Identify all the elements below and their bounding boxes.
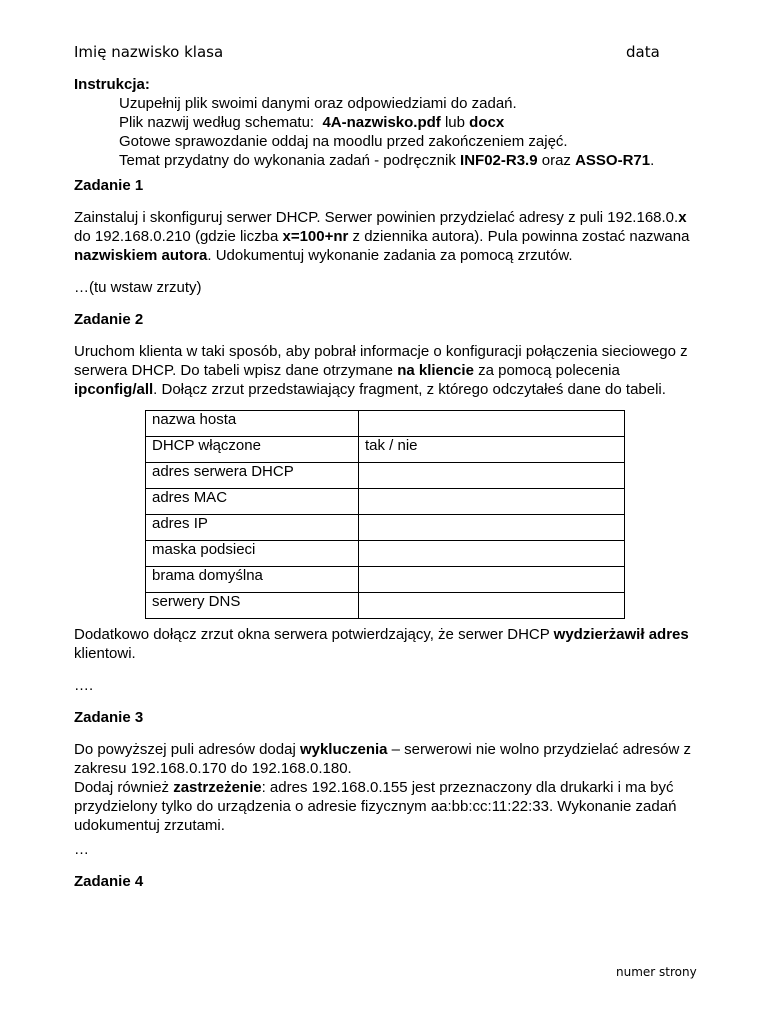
task3-placeholder: … — [74, 841, 89, 858]
header-name-class: Imię nazwisko klasa — [74, 43, 224, 61]
instructions-title: Instrukcja: — [74, 76, 150, 93]
table-row — [146, 437, 625, 463]
task2-description: Uruchom klienta w taki sposób, aby pobrał informacje o konfiguracji połączenia sieciowego z serwera DHCP. Do tabeli wpisz dane otrzymane na kliencie za pomocą polecenia ipconfig/all. Dołącz zrzut przedstawiający fragment, z którego odczytałeś dane do tabeli. — [74, 343, 688, 398]
page-number: numer strony — [616, 965, 697, 979]
table-row — [146, 567, 625, 593]
task1-description: Zainstaluj i skonfiguruj serwer DHCP. Serwer powinien przydzielać adresy z puli 192.168.0.x do 192.168.0.210 (gdzie liczba x=100+nr z dziennika autora). Pula powinna zostać nazwana nazwiskiem autora. Udokumentuj wykonanie zadania za pomocą zrzutów. — [74, 209, 690, 264]
task4-title: Zadanie 4 — [74, 873, 144, 890]
task2-placeholder: …. — [74, 677, 94, 694]
table-label: DHCP włączone — [146, 437, 359, 463]
table-label: serwery DNS — [146, 593, 359, 619]
table-label: adres MAC — [146, 489, 359, 515]
table-row — [146, 489, 625, 515]
task2-title: Zadanie 2 — [74, 311, 144, 328]
table-label: adres IP — [146, 515, 359, 541]
table-value[interactable] — [359, 515, 625, 541]
table-value[interactable] — [359, 567, 625, 593]
instruction-line: Plik nazwij według schematu: 4A-nazwisko.pdf lub docx — [119, 114, 505, 131]
table-value[interactable] — [359, 463, 625, 489]
task2-additional: Dodatkowo dołącz zrzut okna serwera potwierdzający, że serwer DHCP wydzierżawił adres klientowi. — [74, 626, 689, 662]
table-row — [146, 541, 625, 567]
header-date: data — [626, 43, 660, 61]
instructions-list — [74, 94, 699, 170]
table-row — [146, 515, 625, 541]
task1-title: Zadanie 1 — [74, 177, 144, 194]
document-body — [74, 75, 699, 891]
table-label: brama domyślna — [146, 567, 359, 593]
table-label: nazwa hosta — [146, 411, 359, 437]
table-value[interactable] — [359, 593, 625, 619]
table-value[interactable] — [359, 411, 625, 437]
task3-title: Zadanie 3 — [74, 709, 144, 726]
table-row — [146, 411, 625, 437]
network-info-table — [145, 410, 625, 619]
instruction-line: Uzupełnij plik swoimi danymi oraz odpowiedziami do zadań. — [119, 95, 517, 112]
instruction-line: Temat przydatny do wykonania zadań - podręcznik INF02-R3.9 oraz ASSO-R71. — [119, 152, 655, 169]
table-value[interactable]: tak / nie — [359, 437, 625, 463]
table-row — [146, 463, 625, 489]
table-label: maska podsieci — [146, 541, 359, 567]
task3-description: Do powyższej puli adresów dodaj wykluczenia – serwerowi nie wolno przydzielać adresów z zakresu 192.168.0.170 do 192.168.0.180. Dodaj również zastrzeżenie: adres 192.168.0.155 jest przeznaczony dla drukarki i ma być przydzielony tylko do urządzenia o adresie fizycznym aa:bb:cc:11:22:33. Wykonanie zadań udokumentuj zrzutami. — [74, 741, 691, 834]
table-label: adres serwera DHCP — [146, 463, 359, 489]
task1-placeholder: …(tu wstaw zrzuty) — [74, 279, 202, 296]
instruction-line: Gotowe sprawozdanie oddaj na moodlu przed zakończeniem zajęć. — [119, 133, 568, 150]
table-row — [146, 593, 625, 619]
table-value[interactable] — [359, 541, 625, 567]
table-value[interactable] — [359, 489, 625, 515]
